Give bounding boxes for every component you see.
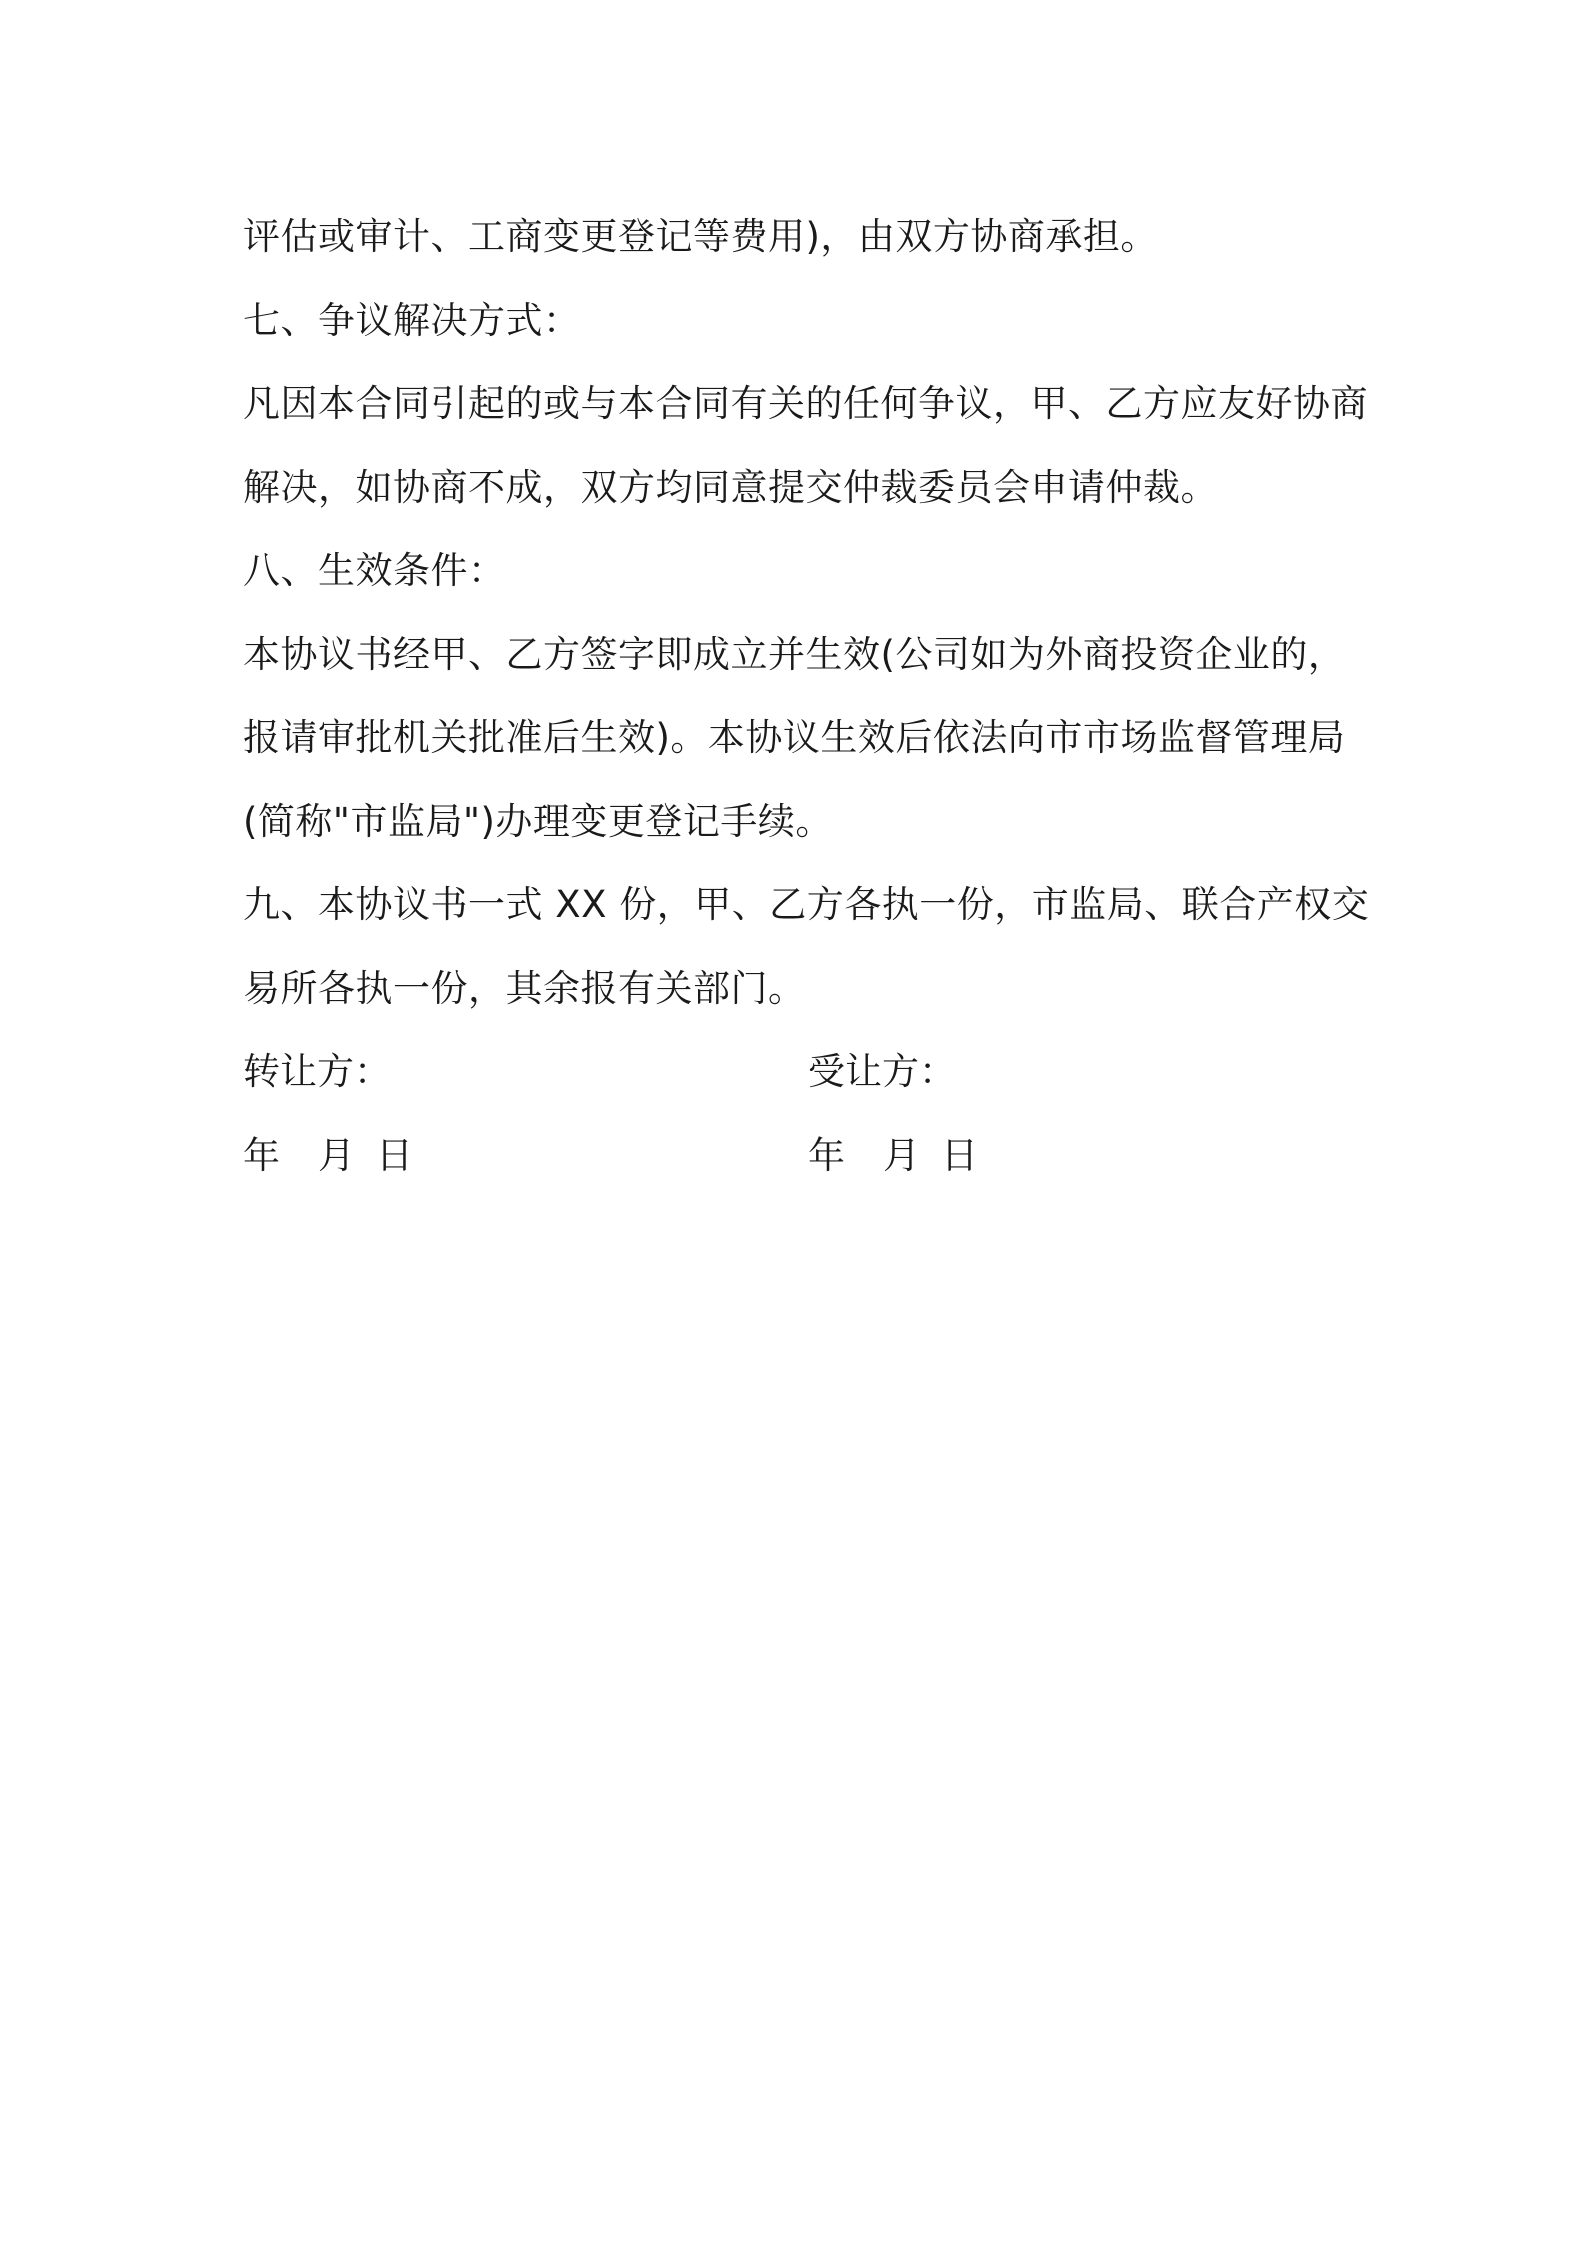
paragraph-line: 凡因本合同引起的或与本合同有关的任何争议，甲、乙方应友好协商 <box>243 382 1368 425</box>
year-label: 年 <box>243 1133 280 1177</box>
paragraph-line: (简称"市监局")办理变更登记手续。 <box>243 799 833 843</box>
month-label: 月 <box>318 1133 355 1177</box>
paragraph-line: 易所各执一份，其余报有关部门。 <box>243 966 806 1010</box>
paragraph-line: 解决，如协商不成，双方均同意提交仲裁委员会申请仲裁。 <box>243 465 1218 509</box>
signature-labels-row <box>243 1030 1363 1114</box>
transferor-date <box>243 1114 416 1198</box>
paragraph-line: 评估或审计、工商变更登记等费用)，由双方协商承担。 <box>243 215 1158 258</box>
month-label: 月 <box>883 1133 920 1177</box>
transferee-date <box>808 1114 981 1198</box>
year-label: 年 <box>808 1133 845 1177</box>
paragraph-line: 本协议书经甲、乙方签字即成立并生效(公司如为外商投资企业的， <box>243 632 1346 676</box>
day-label: 日 <box>941 1133 978 1177</box>
transferor-label: 转让方： <box>243 1050 391 1093</box>
section-heading-effective: 八、生效条件： <box>243 549 506 592</box>
transferee-label: 受让方： <box>808 1050 956 1093</box>
document-body <box>243 195 1370 1197</box>
day-label: 日 <box>376 1133 413 1177</box>
signature-dates-row <box>243 1114 1363 1198</box>
section-heading-dispute: 七、争议解决方式： <box>243 298 581 342</box>
paragraph-line: 报请审批机关批准后生效)。本协议生效后依法向市市场监督管理局 <box>243 716 1346 759</box>
section-heading-copies: 九、本协议书一式 XX 份，甲、乙方各执一份，市监局、联合产权交 <box>243 883 1370 926</box>
